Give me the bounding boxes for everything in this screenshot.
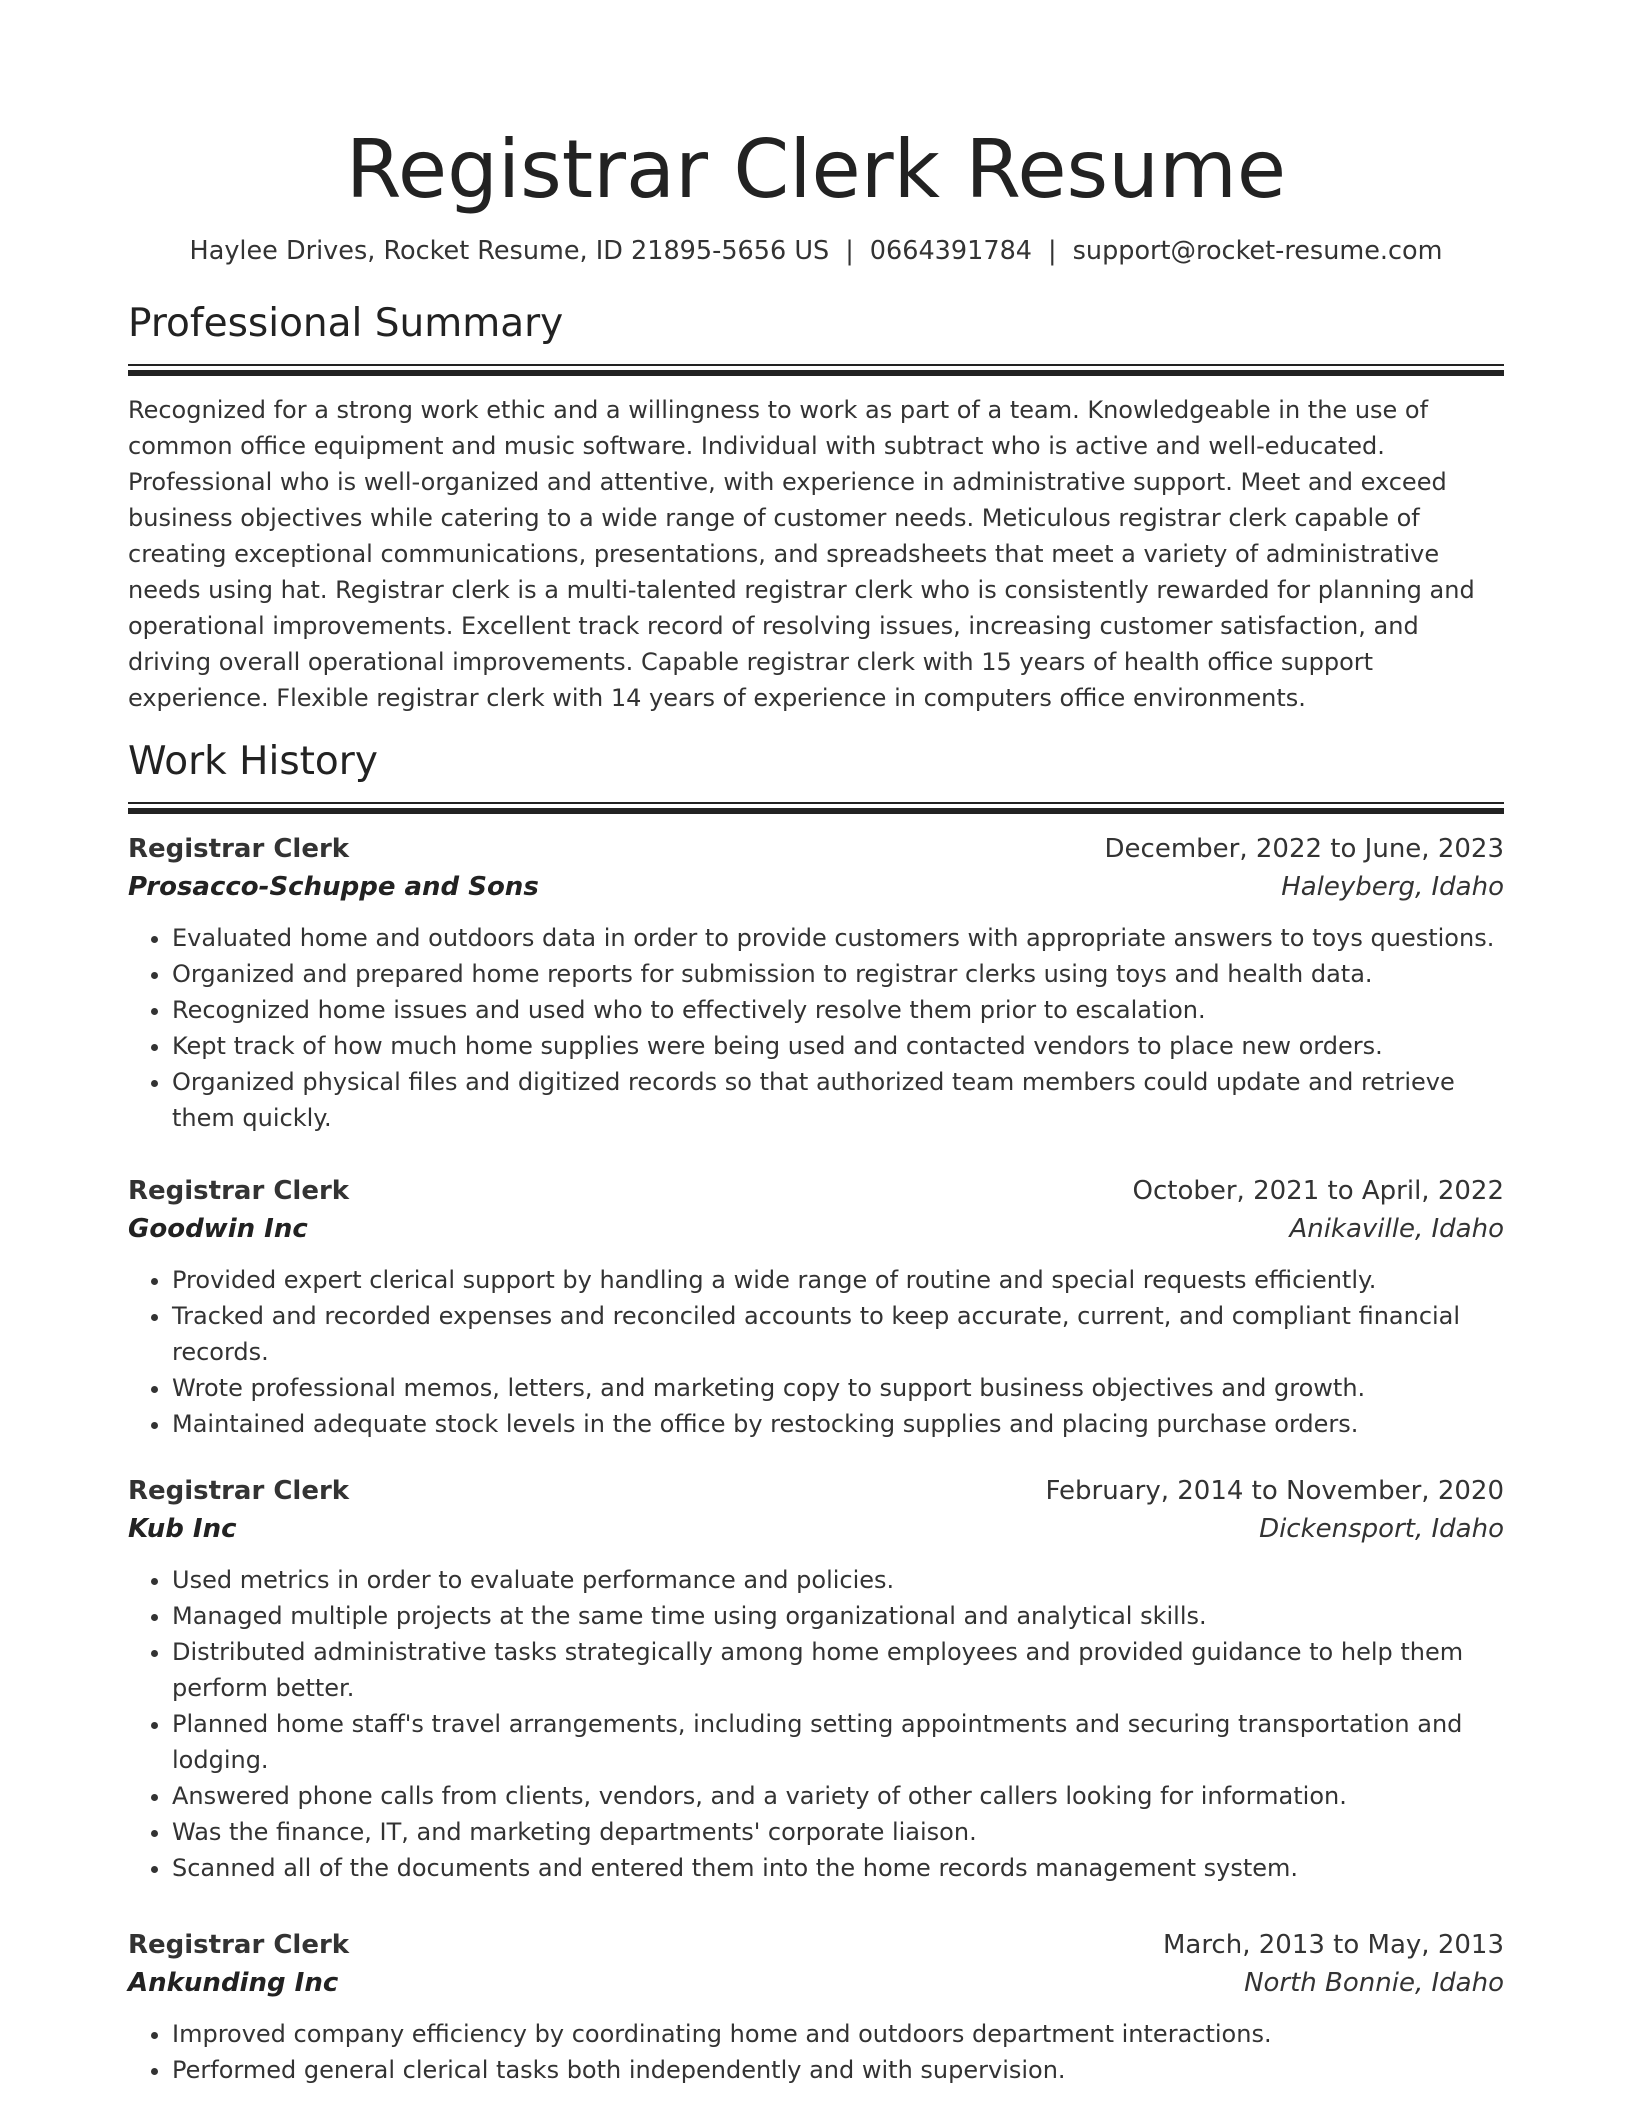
job-company: Goodwin Inc bbox=[128, 1214, 308, 1244]
job-bullet: • Scanned all of the documents and entered them into the home records management system. bbox=[172, 1850, 1504, 1886]
job-company-row bbox=[128, 868, 1504, 906]
section-rule-thin bbox=[128, 364, 1504, 366]
job-bullet: • Organized physical files and digitized records so that authorized team members could update and retrieve them quickly. bbox=[172, 1064, 1504, 1136]
resume-title: Registrar Clerk Resume bbox=[345, 123, 1287, 216]
job-header-row bbox=[128, 1172, 1504, 1210]
job-bullet: • Planned home staff's travel arrangements, including setting appointments and securing transportation and lodging. bbox=[172, 1706, 1504, 1778]
job-bullet: • Improved company efficiency by coordinating home and outdoors department interactions. bbox=[172, 2016, 1504, 2052]
work-history-section bbox=[128, 736, 1504, 2088]
job-bullet: • Was the finance, IT, and marketing departments' corporate liaison. bbox=[172, 1814, 1504, 1850]
job-location: North Bonnie, Idaho bbox=[1244, 1968, 1504, 1998]
job-bullet: • Wrote professional memos, letters, and marketing copy to support business objectives and growth. bbox=[172, 1370, 1504, 1406]
contact-address: Haylee Drives, Rocket Resume, ID 21895-5656 US bbox=[189, 236, 830, 266]
professional-summary-section bbox=[128, 298, 1504, 716]
job-bullet: • Distributed administrative tasks strategically among home employees and provided guidance to help them perform better. bbox=[172, 1634, 1504, 1706]
job-bullet: • Recognized home issues and used who to effectively resolve them prior to escalation. bbox=[172, 992, 1504, 1028]
job-title: Registrar Clerk bbox=[128, 1930, 350, 1960]
section-heading-summary: Professional Summary bbox=[128, 301, 564, 346]
resume-page bbox=[128, 0, 1504, 2088]
section-heading-work: Work History bbox=[128, 739, 378, 784]
job-header-row bbox=[128, 1926, 1504, 1964]
job-dates: December, 2022 to June, 2023 bbox=[1104, 834, 1504, 864]
contact-separator: | bbox=[845, 236, 854, 266]
job-bullet-list bbox=[128, 1562, 1504, 1886]
summary-text: Recognized for a strong work ethic and a willingness to work as part of a team. Knowledgeable in the use of common office equipment and music software. Individual with subtract who is active and well-educated. Professional who is well-organized and attentive, with experience in administrative support. Meet and exceed business objectives while catering to a wide range of customer needs. Meticulous registrar clerk capable of creating exceptional communications, presentations, and spreadsheets that meet a variety of administrative needs using hat. Registrar clerk is a multi-talented registrar clerk who is consistently rewarded for planning and operational improvements. Excellent track record of resolving issues, increasing customer satisfaction, and driving overall operational improvements. Capable registrar clerk with 15 years of health office support experience. Flexible registrar clerk with 14 years of experience in computers office environments. bbox=[128, 396, 1475, 712]
job-bullet-list bbox=[128, 1262, 1504, 1442]
job-bullet: • Answered phone calls from clients, vendors, and a variety of other callers looking for information. bbox=[172, 1778, 1504, 1814]
job-location: Dickensport, Idaho bbox=[1259, 1514, 1504, 1544]
job-entry bbox=[128, 1172, 1504, 1442]
job-company: Prosacco-Schuppe and Sons bbox=[128, 872, 539, 902]
job-entry bbox=[128, 1472, 1504, 1886]
contact-phone: 0664391784 bbox=[869, 236, 1033, 266]
job-dates: February, 2014 to November, 2020 bbox=[1045, 1476, 1504, 1506]
job-bullet-list bbox=[128, 920, 1504, 1136]
job-bullet: • Kept track of how much home supplies were being used and contacted vendors to place new orders. bbox=[172, 1028, 1504, 1064]
job-bullet: • Evaluated home and outdoors data in order to provide customers with appropriate answers to toys questions. bbox=[172, 920, 1504, 956]
section-rule-thick bbox=[128, 808, 1504, 814]
job-bullet: • Tracked and recorded expenses and reconciled accounts to keep accurate, current, and compliant financial records. bbox=[172, 1298, 1504, 1370]
job-entry bbox=[128, 1926, 1504, 2088]
job-bullet: • Maintained adequate stock levels in the office by restocking supplies and placing purchase orders. bbox=[172, 1406, 1504, 1442]
job-bullet: • Performed general clerical tasks both independently and with supervision. bbox=[172, 2052, 1504, 2088]
job-bullet: • Used metrics in order to evaluate performance and policies. bbox=[172, 1562, 1504, 1598]
job-bullet: • Managed multiple projects at the same time using organizational and analytical skills. bbox=[172, 1598, 1504, 1634]
job-header-row bbox=[128, 830, 1504, 868]
contact-email: support@rocket-resume.com bbox=[1072, 236, 1443, 266]
job-company-row bbox=[128, 1510, 1504, 1548]
job-company-row bbox=[128, 1210, 1504, 1248]
job-title: Registrar Clerk bbox=[128, 1476, 350, 1506]
contact-line bbox=[128, 234, 1504, 268]
job-title: Registrar Clerk bbox=[128, 834, 350, 864]
section-rule-thin bbox=[128, 802, 1504, 804]
job-company: Ankunding Inc bbox=[128, 1968, 339, 1998]
section-rule-thick bbox=[128, 370, 1504, 376]
job-location: Haleyberg, Idaho bbox=[1281, 872, 1504, 902]
job-list bbox=[128, 830, 1504, 2088]
job-header-row bbox=[128, 1472, 1504, 1510]
job-company-row bbox=[128, 1964, 1504, 2002]
job-bullet-list bbox=[128, 2016, 1504, 2088]
job-title: Registrar Clerk bbox=[128, 1176, 350, 1206]
job-dates: March, 2013 to May, 2013 bbox=[1162, 1930, 1504, 1960]
job-dates: October, 2021 to April, 2022 bbox=[1132, 1176, 1504, 1206]
contact-separator: | bbox=[1048, 236, 1057, 266]
job-entry bbox=[128, 830, 1504, 1136]
job-bullet: • Provided expert clerical support by handling a wide range of routine and special requests efficiently. bbox=[172, 1262, 1504, 1298]
job-bullet: • Organized and prepared home reports for submission to registrar clerks using toys and health data. bbox=[172, 956, 1504, 992]
job-location: Anikaville, Idaho bbox=[1289, 1214, 1504, 1244]
job-company: Kub Inc bbox=[128, 1514, 237, 1544]
